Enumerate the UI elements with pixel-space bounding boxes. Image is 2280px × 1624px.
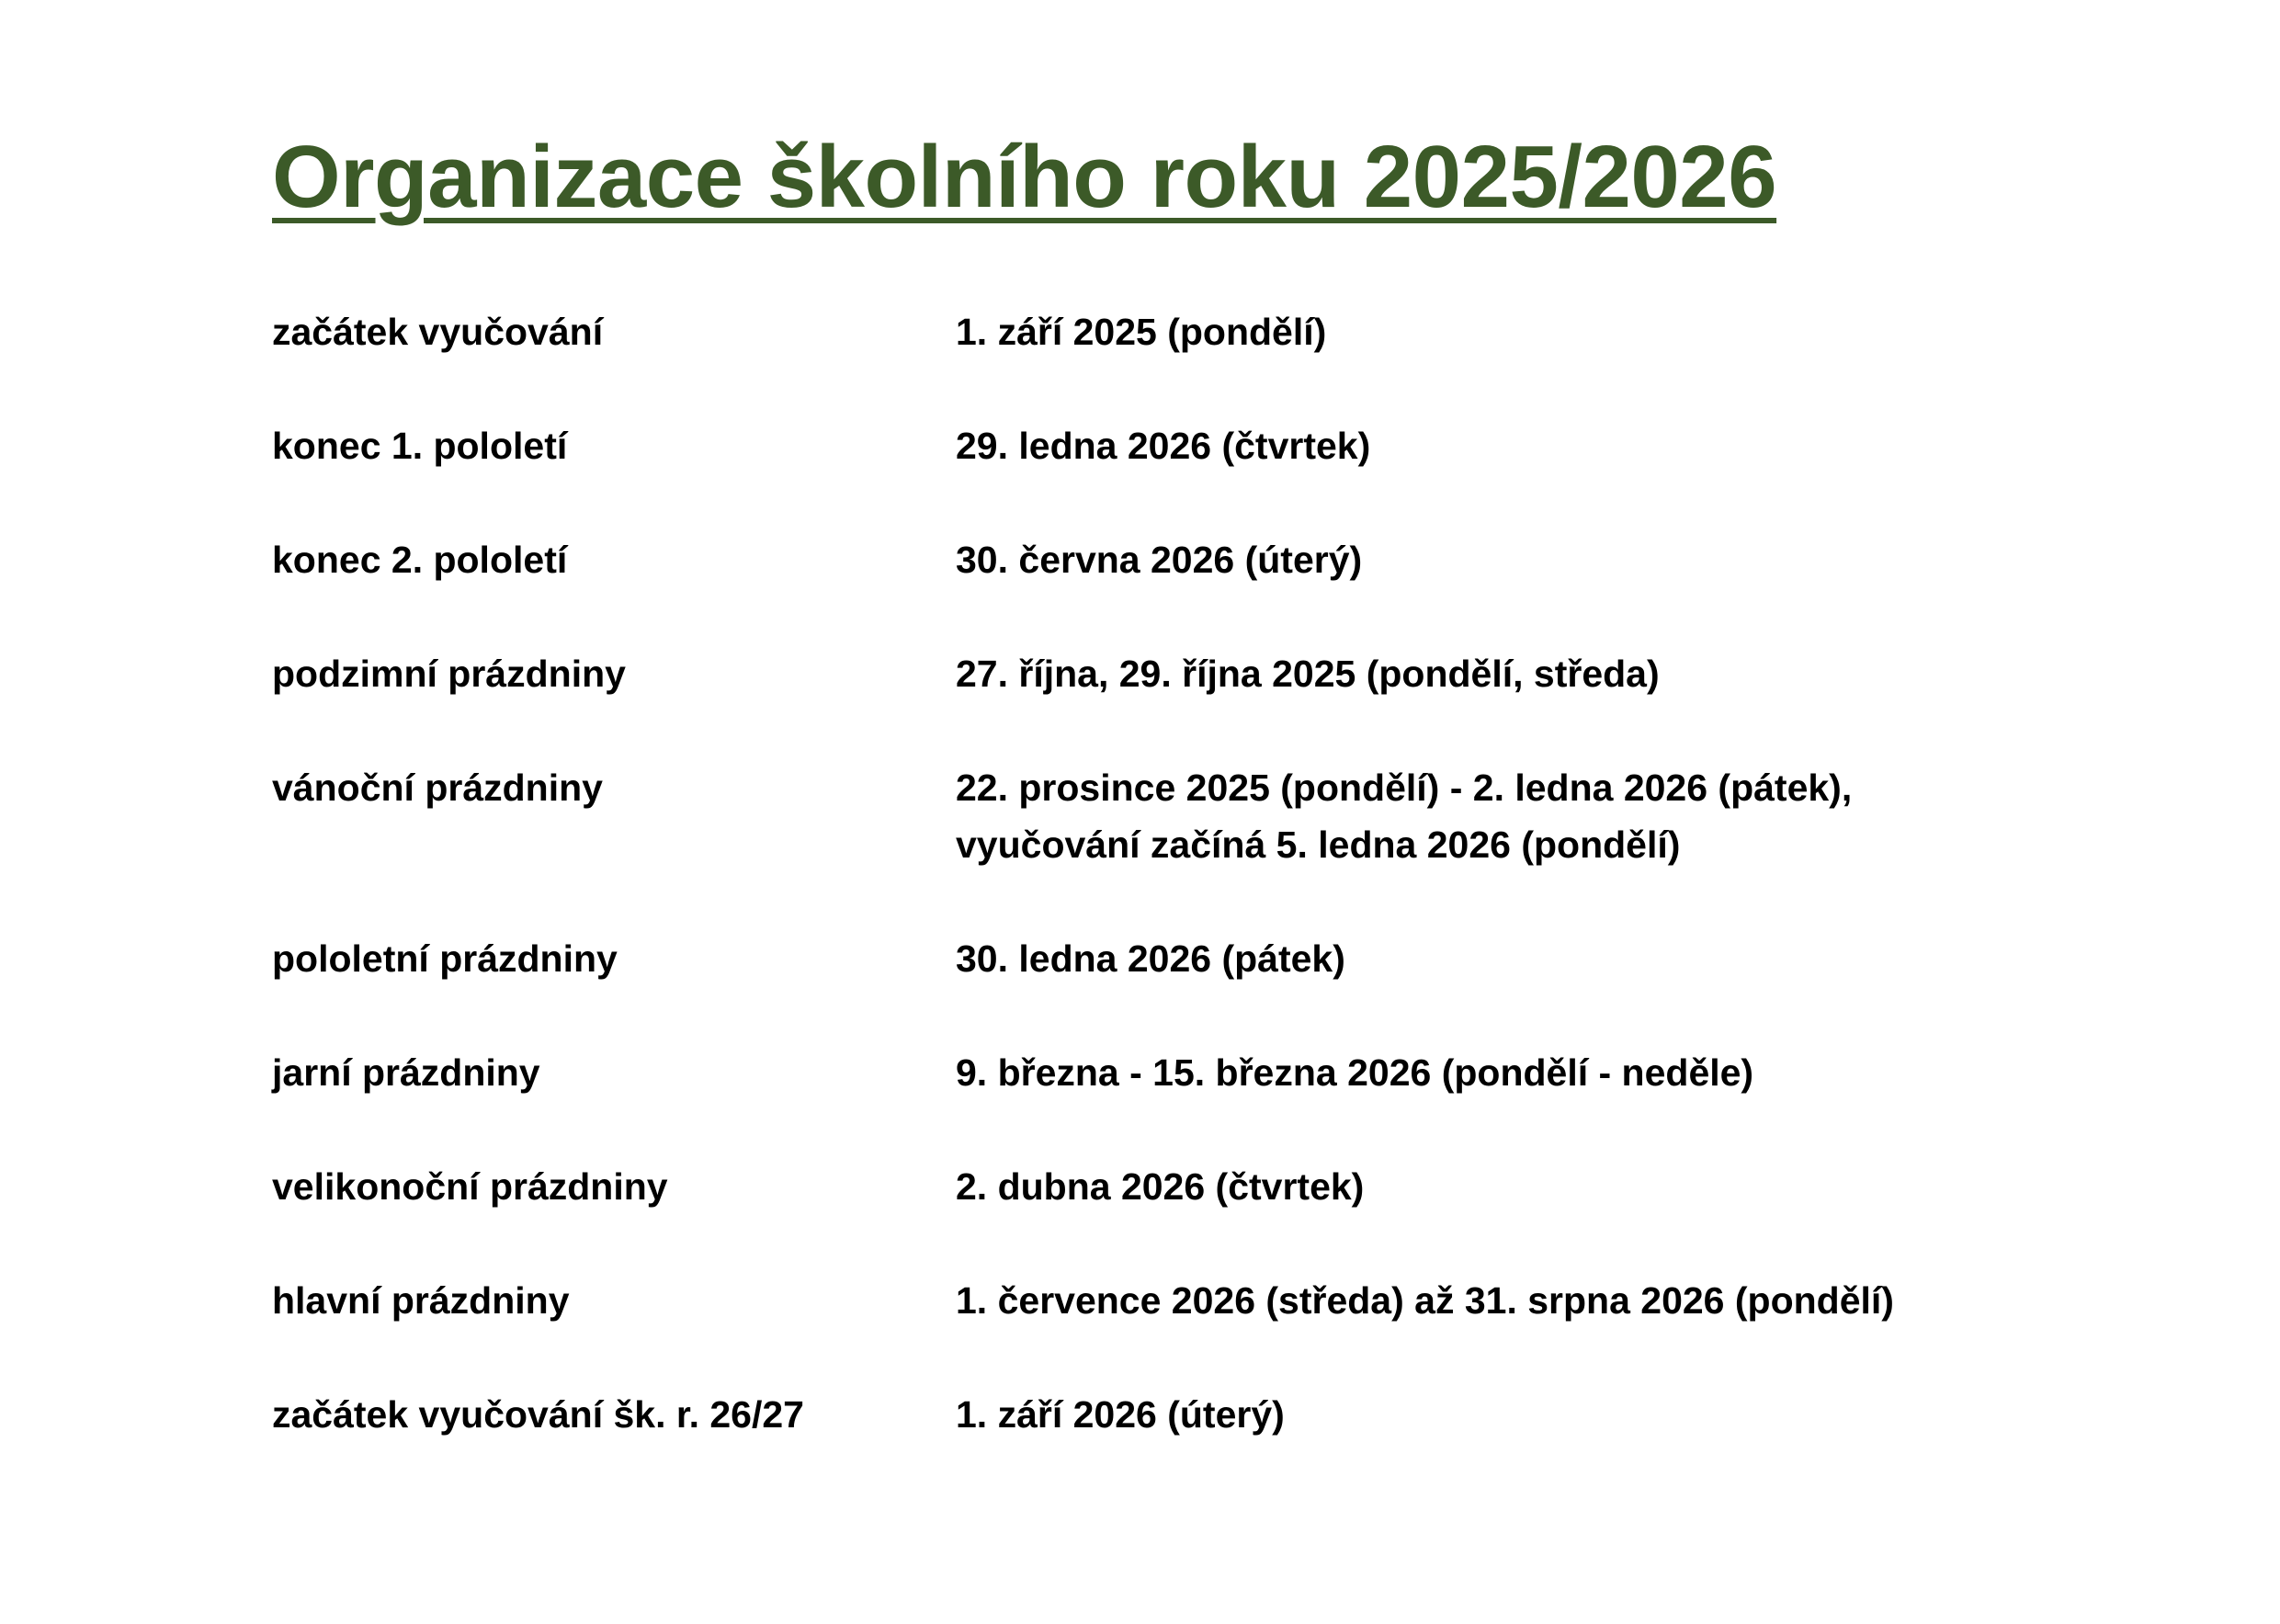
schedule-row-end-first-semester <box>272 417 2110 474</box>
schedule-row-summer-holidays <box>272 1272 2110 1329</box>
schedule-value-line: 22. prosince 2025 (pondělí) - 2. ledna 2026 (pátek), <box>956 767 1853 809</box>
schedule-value-line: 2. dubna 2026 (čtvrtek) <box>956 1165 1365 1208</box>
schedule-row-easter-holidays <box>272 1158 2110 1215</box>
schedule-value-line: 30. června 2026 (úterý) <box>956 539 1363 581</box>
document-title: Organizace školního roku 2025/2026 <box>272 128 1777 226</box>
schedule-list <box>272 303 2110 1500</box>
schedule-label: velikonoční prázdniny <box>272 1165 668 1208</box>
schedule-label: začátek vyučování <box>272 311 604 353</box>
schedule-value-line: 27. října, 29. října 2025 (pondělí, středa) <box>956 653 1660 695</box>
schedule-label: jarní prázdniny <box>272 1051 540 1094</box>
schedule-value-line: vyučování začíná 5. ledna 2026 (pondělí) <box>956 823 1681 866</box>
schedule-value <box>956 417 2110 474</box>
schedule-label: podzimní prázdniny <box>272 653 626 695</box>
schedule-value-line: 29. ledna 2026 (čtvrtek) <box>956 425 1371 467</box>
schedule-value <box>956 1386 2110 1443</box>
schedule-value-line: 1. července 2026 (středa) až 31. srpna 2026 (pondělí) <box>956 1279 1894 1322</box>
schedule-value <box>956 1158 2110 1215</box>
schedule-label: vánoční prázdniny <box>272 767 603 809</box>
schedule-label: konec 2. pololetí <box>272 539 568 581</box>
schedule-label: konec 1. pololetí <box>272 425 568 467</box>
schedule-value <box>956 930 2110 987</box>
schedule-row-school-start <box>272 303 2110 360</box>
schedule-label: hlavní prázdniny <box>272 1279 570 1322</box>
schedule-row-autumn-holidays <box>272 645 2110 702</box>
schedule-value-line: 1. září 2026 (úterý) <box>956 1393 1285 1436</box>
schedule-value-line: 30. ledna 2026 (pátek) <box>956 937 1345 980</box>
schedule-value <box>956 1044 2110 1101</box>
schedule-value-line: 9. března - 15. března 2026 (pondělí - neděle) <box>956 1051 1754 1094</box>
schedule-value-line: 1. září 2025 (pondělí) <box>956 311 1327 353</box>
schedule-row-end-second-semester <box>272 531 2110 588</box>
schedule-value <box>956 531 2110 588</box>
schedule-value <box>956 759 2110 873</box>
schedule-row-spring-holidays <box>272 1044 2110 1101</box>
schedule-value <box>956 1272 2110 1329</box>
schedule-label: začátek vyučování šk. r. 26/27 <box>272 1393 804 1436</box>
schedule-row-next-year-start <box>272 1386 2110 1443</box>
schedule-label: pololetní prázdniny <box>272 937 618 980</box>
schedule-row-christmas-holidays <box>272 759 2110 873</box>
schedule-value <box>956 303 2110 360</box>
schedule-value <box>956 645 2110 702</box>
schedule-row-semester-holidays <box>272 930 2110 987</box>
